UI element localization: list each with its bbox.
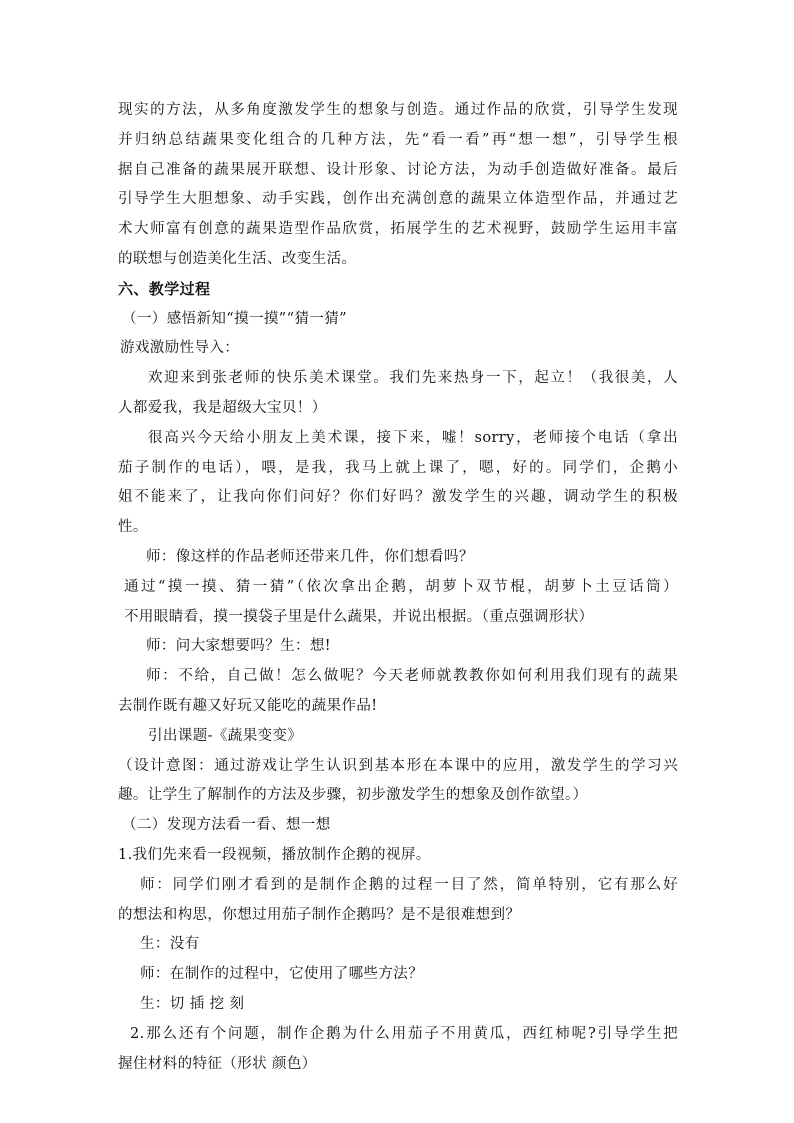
paragraph-line: 的联想与创造美化生活、改变生活。: [118, 250, 357, 267]
paragraph-line: （设计意图：通过游戏让学生认识到基本形在本课中的应用，激发学生的学习兴: [118, 757, 678, 774]
paragraph-line: 去制作既有趣又好玩又能吃的蔬果作品!: [118, 697, 378, 714]
paragraph-line: 游戏激励性导入：: [120, 340, 240, 357]
paragraph-line: 并归纳总结蔬果变化组合的几种方法，先“看一看”再“想一想”，引导学生根: [118, 131, 678, 148]
paragraph-line: 的想法和构思，你想过用茄子制作企鹅吗？是不是很难想到？: [118, 906, 521, 923]
paragraph-line: 师：同学们刚才看到的是制作企鹅的过程一目了然，简单特别，它有那么好: [140, 876, 678, 893]
paragraph-line: 2.那么还有个问题，制作企鹅为什么用茄子不用黄瓜，西红柿呢?引导学生把: [130, 1025, 678, 1042]
paragraph-line: 术大师富有创意的蔬果造型作品欣赏，拓展学生的艺术视野，鼓励学生运用丰富: [118, 221, 678, 238]
paragraph-line: 引导学生大胆想象、动手实践，创作出充满创意的蔬果立体造型作品，并通过艺: [118, 191, 678, 208]
paragraph-line: 现实的方法，从多角度激发学生的想象与创造。通过作品的欣赏，引导学生发现: [118, 102, 678, 118]
paragraph-line: 欢迎来到张老师的快乐美术课堂。我们先来热身一下，起立！（我很美，人: [148, 370, 678, 387]
paragraph-line: 很高兴今天给小朋友上美术课，接下来，嘘！sorry，老师接个电话（拿出: [148, 429, 678, 446]
subsection-heading: （一）感悟新知“摸一摸”“猜一猜”: [122, 310, 347, 327]
section-heading: 六、教学过程: [118, 279, 211, 298]
paragraph-line: 握住材料的特征（形状 颜色）: [118, 1055, 317, 1072]
paragraph-line: 据自己准备的蔬果展开联想、设计形象、讨论方法，为动手创造做好准备。最后: [118, 161, 678, 178]
document-body: [118, 96, 678, 1079]
paragraph-line: 生：切 插 挖 刻: [140, 995, 245, 1012]
paragraph-line: 生：没有: [140, 936, 200, 953]
paragraph-line: 师：问大家想要吗？生：想!: [146, 638, 332, 655]
paragraph-line: 人都爱我，我是超级大宝贝！）: [118, 399, 327, 416]
paragraph-line: 师：在制作的过程中，它使用了哪些方法？: [140, 966, 424, 983]
paragraph-line: 姐不能来了，让我向你们问好？你们好吗？激发学生的兴趣，调动学生的积极: [118, 489, 678, 506]
subsection-heading: （二）发现方法看一看、想一想: [122, 817, 331, 834]
paragraph-line: 通过“摸一摸、猜一猜”（依次拿出企鹅，胡萝卜双节棍，胡萝卜土豆话筒）: [124, 578, 678, 595]
paragraph-line: 1.我们先来看一段视频，播放制作企鹅的视屏。: [118, 846, 431, 863]
paragraph-line: 师：不给，自己做！怎么做呢？今天老师就教教你如何利用我们现有的蔬果: [146, 668, 678, 685]
paragraph-line: 引出课题-《蔬果变变》: [148, 727, 303, 744]
paragraph-line: 师：像这样的作品老师还带来几件，你们想看吗？: [146, 548, 474, 565]
paragraph-line: 趣。让学生了解制作的方法及步骤，初步激发学生的想象及创作欲望。）: [118, 787, 588, 804]
paragraph-line: 不用眼睛看，摸一摸袋子里是什么蔬果，并说出根据。（重点强调形状）: [124, 608, 594, 625]
paragraph-line: 茄子制作的电话），喂，是我，我马上就上课了，嗯，好的。同学们，企鹅小: [118, 459, 678, 476]
paragraph-line: 性。: [118, 519, 148, 536]
